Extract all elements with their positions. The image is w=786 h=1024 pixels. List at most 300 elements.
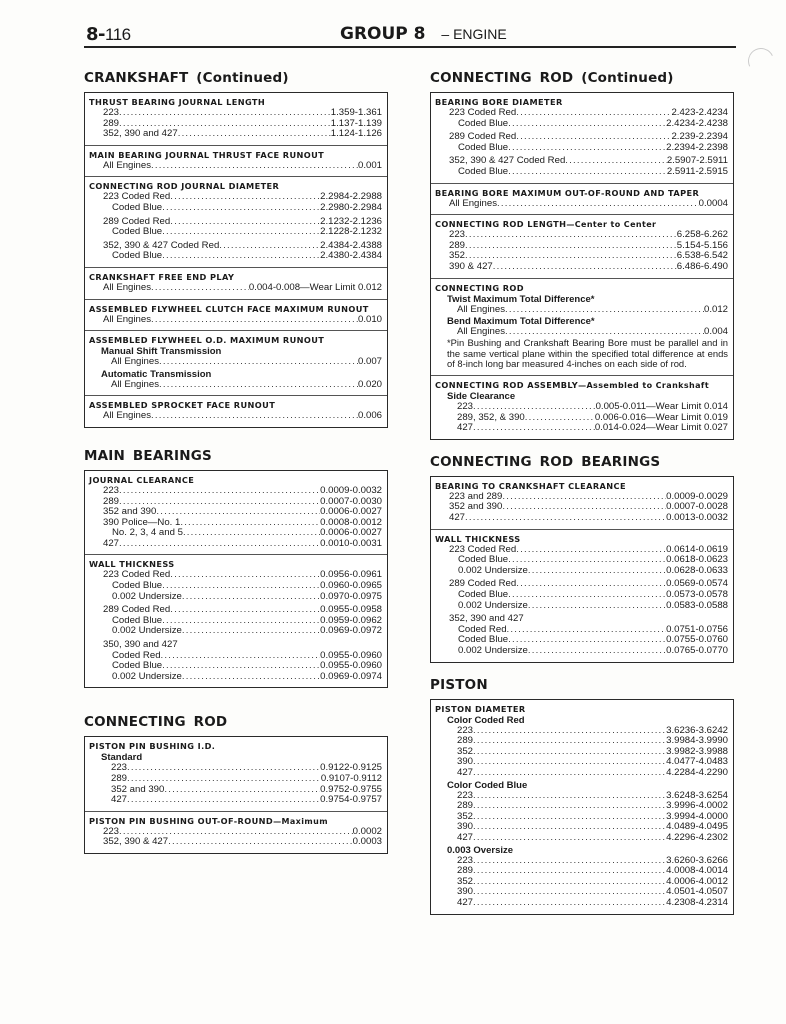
spec-value: 0.004-0.008—Wear Limit 0.012 <box>248 281 382 293</box>
spec-heading-text: PISTON DIAMETER <box>435 703 526 714</box>
spec-label: Coded Red <box>112 649 161 661</box>
spec-row <box>435 143 728 154</box>
spec-value: 0.0618-0.0623 <box>666 554 728 566</box>
spec-label: 427 <box>457 422 474 434</box>
spec-row <box>435 566 728 577</box>
spec-label: 223 <box>103 484 120 496</box>
spec-block <box>85 267 387 299</box>
spec-block <box>85 299 387 331</box>
spec-value: 0.012 <box>703 303 728 315</box>
leader-dots <box>473 791 666 802</box>
spec-heading-text: ASSEMBLED SPROCKET FACE RUNOUT <box>89 400 276 411</box>
spec-value: 0.0009-0.0032 <box>320 484 382 496</box>
spec-heading-text: ASSEMBLED FLYWHEEL O.D. MAXIMUM RUNOUT <box>89 335 325 346</box>
spec-value: 0.9122-0.9125 <box>320 762 382 774</box>
spec-label: Coded Blue <box>112 580 163 592</box>
spec-row <box>89 203 382 214</box>
spec-table <box>430 92 734 440</box>
spec-value: 6.538-6.542 <box>676 250 728 262</box>
leader-dots <box>127 795 320 806</box>
leader-dots <box>502 492 666 503</box>
section-piston <box>430 677 734 915</box>
spec-subheading: Twist Maximum Total Difference* <box>447 293 595 305</box>
leader-dots <box>465 251 677 262</box>
spec-value: 0.9754-0.9757 <box>320 794 382 806</box>
leader-dots <box>473 801 666 812</box>
spec-value: 4.0489-4.0495 <box>666 821 728 833</box>
spec-heading-text: WALL THICKNESS <box>89 559 175 570</box>
section-connecting-rod <box>84 714 388 854</box>
leader-dots <box>473 768 666 779</box>
spec-row <box>89 626 382 637</box>
section-title: CONNECTING ROD <box>84 714 228 731</box>
spec-row <box>435 305 728 316</box>
leader-dots <box>162 227 320 238</box>
spec-value: 4.0008-4.0014 <box>666 865 728 877</box>
spec-heading <box>435 704 728 714</box>
leader-dots <box>159 357 358 368</box>
spec-table <box>84 92 388 428</box>
spec-label: 0.002 Undersize <box>458 564 528 576</box>
leader-dots <box>473 866 666 877</box>
spec-value: 0.9752-0.9755 <box>320 783 382 795</box>
footnote: *Pin Bushing and Crankshaft Bearing Bore must be parallel and in the same vertical plane within the specified total difference at ends of 8-inch long bar measured 4-inches on each side of rod. <box>447 336 728 370</box>
spec-value: 0.001 <box>357 159 382 171</box>
leader-dots <box>508 635 666 646</box>
spec-table <box>430 476 734 663</box>
spec-block <box>85 395 387 427</box>
spec-label: 223 Coded Red <box>449 543 517 555</box>
spec-value: 0.0013-0.0032 <box>666 512 728 524</box>
spec-row <box>435 768 728 779</box>
spec-label: No. 2, 3, 4 and 5 <box>112 527 183 539</box>
spec-block <box>85 176 387 267</box>
spec-value: 1.124-1.126 <box>330 128 382 140</box>
leader-dots <box>162 661 320 672</box>
leader-dots <box>465 241 677 252</box>
spec-label: 223 Coded Red <box>449 107 517 118</box>
spec-heading <box>435 380 728 390</box>
spec-value: 5.154-5.156 <box>676 239 728 251</box>
section-crankshaft <box>84 70 388 428</box>
group-subtitle: – ENGINE <box>437 26 507 42</box>
spec-value: 0.0010-0.0031 <box>320 537 382 549</box>
header-rule <box>84 46 736 48</box>
leader-dots <box>473 877 666 888</box>
spec-label: 289 <box>457 865 474 877</box>
spec-label: 427 <box>457 831 474 843</box>
leader-dots <box>180 518 320 529</box>
section-title: CONNECTING ROD BEARINGS <box>430 453 661 470</box>
spec-label: 0.002 Undersize <box>112 670 182 682</box>
spec-label: All Engines <box>103 410 151 422</box>
spec-row <box>89 795 382 806</box>
spec-subheading: Manual Shift Transmission <box>101 346 222 358</box>
spec-label: 352, 390 and 427 <box>449 613 524 625</box>
spec-value: 0.0006-0.0027 <box>320 506 382 518</box>
spec-heading-text: CONNECTING ROD JOURNAL DIAMETER <box>89 181 280 192</box>
spec-value: 2.5911-2.5915 <box>666 165 728 177</box>
spec-row <box>89 357 382 368</box>
spec-label: 289 Coded Red <box>449 578 517 590</box>
section-connecting-rod-bearings <box>430 454 734 663</box>
spec-label: 352 <box>457 745 474 757</box>
spec-value: 2.2984-2.2988 <box>320 191 382 203</box>
spec-label: All Engines <box>111 378 159 390</box>
spec-block <box>431 529 733 662</box>
leader-dots <box>493 262 677 273</box>
spec-label: 0.002 Undersize <box>112 590 182 602</box>
spec-row <box>435 199 728 210</box>
spec-heading-text: CONNECTING ROD <box>435 282 524 293</box>
spec-label: Coded Blue <box>458 141 509 153</box>
spec-row <box>89 129 382 140</box>
leader-dots <box>162 581 320 592</box>
section-connecting-rod-continued <box>430 70 734 440</box>
leader-dots <box>156 507 320 518</box>
spec-heading-text: PISTON PIN BUSHING OUT-OF-ROUND <box>89 815 274 826</box>
spec-value: 0.0755-0.0760 <box>666 634 728 646</box>
spec-row <box>435 108 728 119</box>
spec-label: 223 <box>457 854 474 866</box>
leader-dots <box>178 129 331 140</box>
section-title: PISTON <box>430 676 488 693</box>
spec-row <box>89 837 382 848</box>
spec-heading-suffix: —Maximum <box>273 816 328 826</box>
spec-label: 289 <box>457 735 474 747</box>
leader-dots <box>151 315 358 326</box>
spec-value: 0.0008-0.0012 <box>320 516 382 528</box>
spec-value: 3.6248-3.6254 <box>666 789 728 801</box>
spec-label: 427 <box>449 512 466 524</box>
spec-value: 2.2980-2.2984 <box>320 201 382 213</box>
leader-dots <box>119 486 320 497</box>
spec-value: 0.0969-0.0972 <box>320 625 382 637</box>
spec-heading <box>89 335 382 345</box>
spec-row <box>89 411 382 422</box>
spec-row <box>435 646 728 657</box>
leader-dots <box>508 167 667 178</box>
leader-dots <box>162 203 320 214</box>
spec-heading <box>89 475 382 485</box>
spec-value: 0.010 <box>357 313 382 325</box>
leader-dots <box>528 566 666 577</box>
spec-value: 4.0477-4.0483 <box>666 756 728 768</box>
spec-block <box>431 477 733 529</box>
spec-block <box>85 554 387 687</box>
spec-row <box>435 167 728 178</box>
spec-heading <box>89 181 382 191</box>
leader-dots <box>151 161 358 172</box>
spec-value: 0.0751-0.0756 <box>666 623 728 635</box>
spec-heading-text: CONNECTING ROD ASSEMBLY <box>435 380 579 391</box>
spec-label: 352, 390 & 427 <box>103 836 169 848</box>
spec-heading-text: MAIN BEARING JOURNAL THRUST FACE RUNOUT <box>89 149 325 160</box>
section-main-bearings <box>84 448 388 689</box>
spec-value: 0.0959-0.0962 <box>320 614 382 626</box>
spec-heading-text: WALL THICKNESS <box>435 533 521 544</box>
spec-row <box>435 119 728 130</box>
leader-dots <box>164 785 320 796</box>
leader-dots <box>170 605 320 616</box>
spec-value: 6.486-6.490 <box>676 260 728 272</box>
spec-row <box>89 227 382 238</box>
spec-value: 0.0765-0.0770 <box>666 645 728 657</box>
spec-block <box>85 471 387 555</box>
spec-block <box>85 330 387 395</box>
spec-value: 2.1232-2.1236 <box>320 215 382 227</box>
spec-label: 289, 352, & 390 <box>457 411 525 423</box>
spec-row <box>435 601 728 612</box>
leader-dots <box>473 423 595 434</box>
spec-label: 352 and 390 <box>111 783 165 795</box>
leader-dots <box>508 143 666 154</box>
spec-row <box>89 108 382 119</box>
spec-heading <box>435 283 728 293</box>
spec-label: Coded Blue <box>112 660 163 672</box>
spec-value: 0.006-0.016—Wear Limit 0.019 <box>594 411 728 423</box>
group-label: GROUP 8 <box>340 24 426 44</box>
leader-dots <box>565 156 667 167</box>
spec-value: 0.0009-0.0029 <box>666 490 728 502</box>
spec-heading <box>89 97 382 107</box>
leader-dots <box>170 570 320 581</box>
spec-label: 223 <box>457 724 474 736</box>
spec-label: Coded Blue <box>112 250 163 262</box>
leader-dots <box>162 251 320 262</box>
leader-dots <box>528 646 666 657</box>
spec-heading-text: THRUST BEARING JOURNAL LENGTH <box>89 97 266 107</box>
leader-dots <box>473 736 666 747</box>
spec-subheading: Automatic Transmission <box>101 368 212 380</box>
spec-label: Coded Blue <box>112 201 163 213</box>
spec-label: 352 <box>457 875 474 887</box>
spec-value: 3.9994-4.0000 <box>666 810 728 822</box>
spec-subheading: Color Coded Red <box>447 714 525 726</box>
leader-dots <box>473 833 666 844</box>
spec-label: 289 <box>457 800 474 812</box>
spec-heading <box>89 741 382 751</box>
spec-value: 6.258-6.262 <box>676 229 728 241</box>
spec-subheading: 0.003 Oversize <box>447 844 514 856</box>
spec-table <box>430 699 734 915</box>
spec-value: 1.359-1.361 <box>330 107 382 118</box>
spec-label: 223 and 289 <box>449 490 503 502</box>
spec-heading <box>435 97 728 107</box>
leader-dots <box>161 651 321 662</box>
spec-value: 3.6236-3.6242 <box>666 724 728 736</box>
spec-row <box>435 833 728 844</box>
section-title: CONNECTING ROD (Continued) <box>430 70 674 86</box>
leader-dots <box>516 132 671 143</box>
spec-row <box>435 423 728 434</box>
spec-label: 223 <box>103 107 120 118</box>
spec-label: 289 Coded Red <box>103 215 171 227</box>
spec-block <box>85 811 387 853</box>
spec-label: 352, 390 & 427 Coded Red <box>103 239 220 251</box>
leader-dots <box>183 528 320 539</box>
spec-heading-text: BEARING BORE DIAMETER <box>435 97 563 107</box>
spec-block <box>431 700 733 914</box>
leader-dots <box>508 555 666 566</box>
spec-value: 3.9996-4.0002 <box>666 800 728 812</box>
spec-heading <box>89 816 382 826</box>
spec-value: 0.0955-0.0958 <box>320 604 382 616</box>
spec-label: 352, 390 and 427 <box>103 128 178 140</box>
spec-heading <box>435 219 728 229</box>
left-column <box>84 70 388 854</box>
spec-value: 0.005-0.011—Wear Limit 0.014 <box>595 401 728 413</box>
spec-value: 0.0569-0.0574 <box>666 578 728 590</box>
spec-row <box>89 539 382 550</box>
spec-label: 427 <box>457 766 474 778</box>
leader-dots <box>473 856 666 867</box>
spec-label: 427 <box>103 537 120 549</box>
spec-value: 2.4384-2.4388 <box>320 239 382 251</box>
leader-dots <box>473 757 666 768</box>
spec-value: 0.0006-0.0027 <box>320 527 382 539</box>
spec-label: 289 <box>103 495 120 507</box>
spec-row <box>89 315 382 326</box>
spec-heading-text: CONNECTING ROD LENGTH <box>435 219 567 230</box>
spec-value: 0.0969-0.0974 <box>320 670 382 682</box>
spec-row <box>435 262 728 273</box>
spec-value: 2.239-2.2394 <box>671 131 728 143</box>
leader-dots <box>465 230 677 241</box>
spec-row <box>435 513 728 524</box>
leader-dots <box>170 217 320 228</box>
spec-value: 0.9107-0.9112 <box>320 773 382 784</box>
spec-value: 3.9984-3.9990 <box>666 735 728 747</box>
leader-dots <box>151 411 358 422</box>
spec-label: 390 Police—No. 1 <box>103 516 181 528</box>
spec-label: Coded Red <box>458 623 507 635</box>
page-prefix: 8- <box>86 24 105 45</box>
spec-label: All Engines <box>103 159 151 171</box>
spec-block <box>85 145 387 177</box>
spec-heading-suffix: —Center to Center <box>566 220 657 230</box>
section-title: CRANKSHAFT (Continued) <box>84 70 289 86</box>
spec-value: 0.0614-0.0619 <box>666 543 728 555</box>
spec-value: 4.0501-4.0507 <box>666 886 728 898</box>
spec-label: 352 and 390 <box>103 506 157 518</box>
spec-label: Coded Blue <box>458 165 509 177</box>
page-corner-mark <box>744 44 777 77</box>
leader-dots <box>528 601 666 612</box>
leader-dots <box>473 812 666 823</box>
leader-dots <box>505 305 704 316</box>
spec-block <box>85 737 387 810</box>
page-number <box>86 24 131 45</box>
spec-row <box>89 251 382 262</box>
spec-row <box>89 672 382 683</box>
spec-label: 352 and 390 <box>449 501 503 513</box>
spec-subheading: Standard <box>101 752 143 764</box>
spec-label: 0.002 Undersize <box>458 599 528 611</box>
spec-heading-text: ASSEMBLED FLYWHEEL CLUTCH FACE MAXIMUM RUNOUT <box>89 303 369 314</box>
section-title: MAIN BEARINGS <box>84 447 212 464</box>
spec-heading <box>435 188 728 198</box>
leader-dots <box>182 626 320 637</box>
spec-value: 0.0955-0.0960 <box>320 649 382 661</box>
spec-value: 0.0004 <box>698 197 728 209</box>
spec-label: 289 <box>111 773 128 784</box>
leader-dots <box>127 763 320 774</box>
spec-value: 4.0006-4.0012 <box>666 875 728 887</box>
spec-value: 0.0002 <box>352 825 382 837</box>
spec-block <box>431 93 733 183</box>
spec-value: 1.137-1.139 <box>330 117 382 129</box>
spec-row <box>89 380 382 391</box>
spec-value: 2.5907-2.5911 <box>666 155 728 167</box>
spec-value: 0.020 <box>357 378 382 390</box>
spec-label: 390 <box>457 821 474 833</box>
spec-heading-text: PISTON PIN BUSHING I.D. <box>89 741 216 752</box>
leader-dots <box>507 625 667 636</box>
spec-heading <box>89 400 382 410</box>
spec-value: 0.004 <box>703 326 728 338</box>
spec-label: 352 <box>457 810 474 822</box>
spec-value: 0.0960-0.0965 <box>320 580 382 592</box>
page-number-value: 116 <box>105 25 131 44</box>
spec-value: 0.006 <box>357 410 382 422</box>
spec-block <box>431 214 733 277</box>
spec-table <box>84 736 388 854</box>
spec-label: 289 <box>103 117 120 129</box>
spec-value: 0.0956-0.0961 <box>320 569 382 581</box>
leader-dots <box>516 545 666 556</box>
leader-dots <box>502 502 666 513</box>
spec-heading <box>89 272 382 282</box>
spec-value: 0.0628-0.0633 <box>666 564 728 576</box>
leader-dots <box>182 592 320 603</box>
leader-dots <box>516 108 671 119</box>
leader-dots <box>473 822 666 833</box>
spec-block <box>431 278 733 376</box>
spec-label: 223 Coded Red <box>103 191 171 203</box>
leader-dots <box>159 380 358 391</box>
spec-label: All Engines <box>457 303 505 315</box>
spec-value: 2.4234-2.4238 <box>666 117 728 129</box>
spec-label: 0.002 Undersize <box>112 625 182 637</box>
leader-dots <box>508 590 666 601</box>
spec-label: Coded Blue <box>112 614 163 626</box>
spec-label: 289 Coded Red <box>449 131 517 143</box>
spec-value: 0.0003 <box>352 836 382 848</box>
spec-row <box>89 592 382 603</box>
spec-label: 390 & 427 <box>449 260 493 272</box>
spec-label: 390 <box>457 756 474 768</box>
spec-heading-text: BEARING BORE MAXIMUM OUT-OF-ROUND AND TAPER <box>435 187 700 198</box>
spec-label: 390 <box>457 886 474 898</box>
leader-dots <box>508 119 666 130</box>
spec-heading <box>89 304 382 314</box>
spec-value: 0.0007-0.0030 <box>320 495 382 507</box>
spec-heading-text: BEARING TO CRANKSHAFT CLEARANCE <box>435 480 626 491</box>
spec-value: 2.2394-2.2398 <box>666 141 728 153</box>
spec-label: All Engines <box>103 313 151 325</box>
leader-dots <box>162 616 320 627</box>
spec-subheading: Side Clearance <box>447 391 516 403</box>
leader-dots <box>168 837 353 848</box>
leader-dots <box>525 413 595 424</box>
spec-value: 0.0955-0.0960 <box>320 660 382 672</box>
right-column <box>430 70 734 915</box>
spec-row <box>435 898 728 909</box>
spec-label: 350, 390 and 427 <box>103 639 178 651</box>
leader-dots <box>127 774 321 785</box>
spec-value: 2.423-2.4234 <box>671 107 728 118</box>
